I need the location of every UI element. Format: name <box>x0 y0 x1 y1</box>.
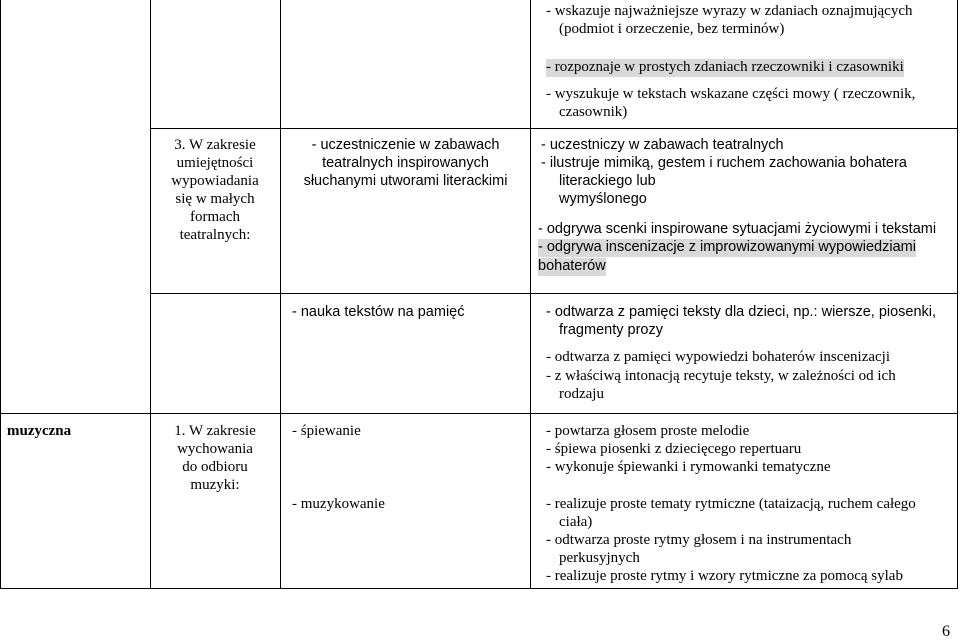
requirement-line: ciała) <box>559 514 593 530</box>
skill-area-line: formach <box>190 209 240 225</box>
requirement-line: fragmenty prozy <box>559 322 663 338</box>
skill-area-line: do odbioru <box>182 459 248 475</box>
requirement-line: - realizuje proste rytmy i wzory rytmiczne za pomocą sylab <box>546 568 903 584</box>
requirement-line: - uczestniczy w zabawach teatralnych <box>541 137 784 153</box>
activity-line: teatralnych inspirowanych <box>322 155 489 171</box>
requirement-line: - odtwarza z pamięci wypowiedzi bohaterów inscenizacji <box>546 349 891 365</box>
column-divider-2 <box>280 0 281 589</box>
requirement-line: bohaterów <box>538 258 606 274</box>
skill-area-line: się w małych <box>175 191 255 207</box>
requirement-line: - wykonuje śpiewanki i rymowanki tematyczne <box>546 459 831 475</box>
row-divider-2 <box>150 293 958 294</box>
skill-area-line: wypowiadania <box>171 173 259 189</box>
requirement-line: rodzaju <box>559 386 604 402</box>
education-area-label: muzyczna <box>7 423 72 439</box>
page-number: 6 <box>942 623 950 640</box>
activity-line: słuchanymi utworami literackimi <box>303 173 508 189</box>
requirement-line: - rozpoznaje w prostych zdaniach rzeczowniki i czasowniki <box>546 59 904 75</box>
skill-area-line: umiejętności <box>176 155 254 171</box>
requirement-line: - powtarza głosem proste melodie <box>546 423 750 439</box>
requirement-line: literackiego lub <box>559 173 656 189</box>
row-divider-1 <box>150 128 958 129</box>
requirement-line: - z właściwą intonacją recytuje teksty, w zależności od ich <box>546 368 896 384</box>
skill-area-line: 1. W zakresie <box>174 423 256 439</box>
activity-line: - muzykowanie <box>292 496 385 512</box>
requirement-line: - odgrywa inscenizacje z improwizowanymi wypowiedziami <box>538 239 916 255</box>
activity-line: - nauka tekstów na pamięć <box>292 304 465 320</box>
table-border-bottom <box>0 588 958 589</box>
table-border-right <box>957 0 958 589</box>
requirement-line: - odgrywa scenki inspirowane sytuacjami życiowymi i tekstami <box>538 221 937 237</box>
skill-area-line: wychowania <box>177 441 253 457</box>
activity-line: - uczestniczenie w zabawach <box>311 137 500 153</box>
requirement-line: - śpiewa piosenki z dziecięcego repertuaru <box>546 441 802 457</box>
column-divider-1 <box>150 0 151 589</box>
requirement-line: - wskazuje najważniejsze wyrazy w zdaniach oznajmujących <box>546 3 913 19</box>
skill-area-line: teatralnych: <box>179 227 251 243</box>
row-divider-3 <box>0 413 958 414</box>
requirement-line: (podmiot i orzeczenie, bez terminów) <box>559 21 785 37</box>
requirement-line: wymyślonego <box>559 191 647 207</box>
requirement-line: - odtwarza z pamięci teksty dla dzieci, np.: wiersze, piosenki, <box>546 304 937 320</box>
skill-area-line: muzyki: <box>190 477 240 493</box>
requirement-line: - realizuje proste tematy rytmiczne (tataizacją, ruchem całego <box>546 496 916 512</box>
requirement-line: czasownik) <box>559 104 628 120</box>
column-divider-3 <box>530 0 531 589</box>
skill-area-line: 3. W zakresie <box>174 137 256 153</box>
requirement-line: perkusyjnych <box>559 550 640 566</box>
activity-line: - śpiewanie <box>292 423 361 439</box>
requirement-line: - ilustruje mimiką, gestem i ruchem zachowania bohatera <box>541 155 907 171</box>
table-border-left <box>0 0 1 589</box>
requirement-line: - odtwarza proste rytmy głosem i na instrumentach <box>546 532 852 548</box>
requirement-line: - wyszukuje w tekstach wskazane części mowy ( rzeczownik, <box>546 86 916 102</box>
